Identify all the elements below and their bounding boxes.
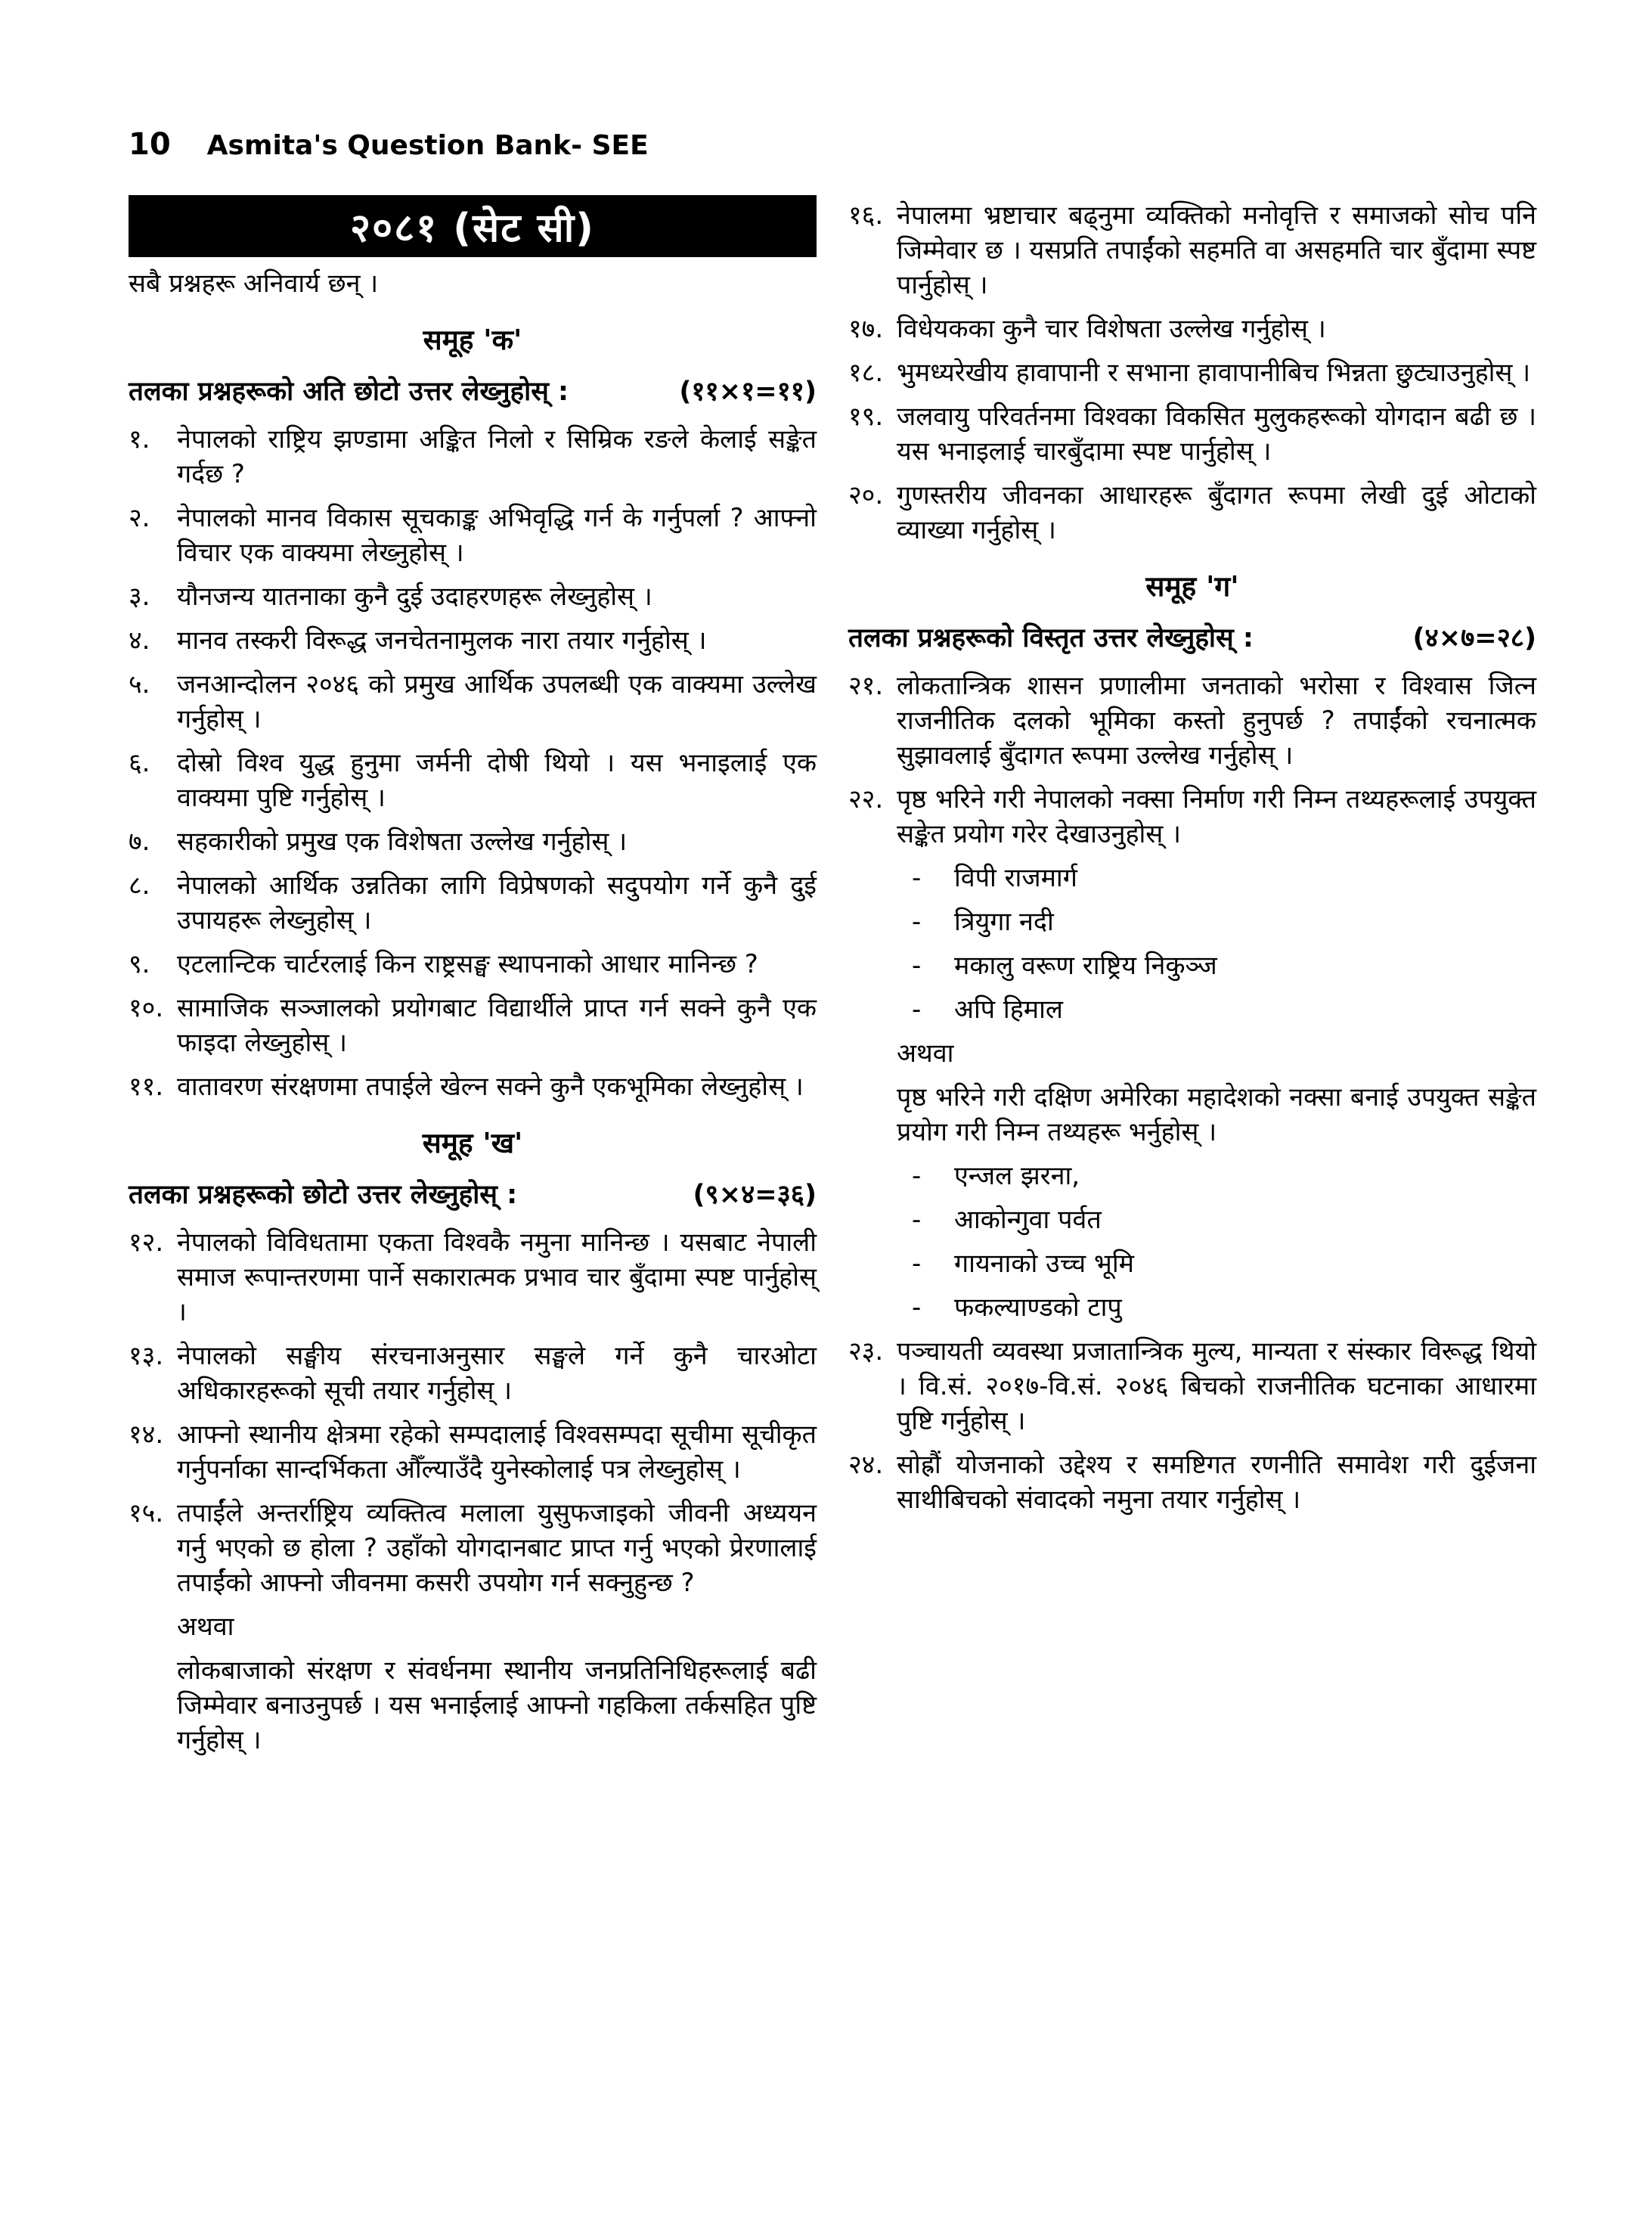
question-3 — [129, 579, 817, 614]
question-22-number: २२. — [848, 784, 884, 814]
question-22-or-item-4 — [912, 1290, 1536, 1325]
group-a-title: समूह 'क' — [423, 324, 522, 356]
exam-set-banner — [129, 195, 817, 257]
group-b-instruction-text: तलका प्रश्नहरूको छोटो उत्तर लेख्नुहोस् : — [129, 1180, 518, 1210]
question-10-text: सामाजिक सञ्जालको प्रयोगबाट विद्यार्थीले प्राप्त गर्न सक्ने कुनै एक फाइदा लेख्नुहोस् । — [177, 993, 817, 1058]
question-22-or-item-1-text: एन्जल झरना, — [954, 1161, 1080, 1191]
question-21-number: २१. — [848, 671, 884, 701]
question-22-or-item-1 — [912, 1159, 1536, 1193]
group-c-instruction-text: तलका प्रश्नहरूको विस्तृत उत्तर लेख्नुहोस् : — [848, 623, 1254, 653]
question-17-number: १७. — [848, 314, 884, 344]
question-18-text: भुमध्यरेखीय हावापानी र सभाना हावापानीबिच भिन्नता छुट्याउनुहोस् । — [897, 358, 1531, 388]
question-9-text: एटलान्टिक चार्टरलाई किन राष्ट्रसङ्घ स्थापनाको आधार मानिन्छ ? — [177, 949, 758, 979]
question-6 — [129, 746, 817, 815]
question-11-text: वातावरण संरक्षणमा तपाईले खेल्न सक्ने कुनै एकभूमिका लेख्नुहोस् । — [177, 1072, 804, 1102]
question-22-item-4-text: अपि हिमाल — [954, 994, 1063, 1025]
question-22-item-1 — [912, 861, 1536, 895]
dash-bullet: - — [912, 951, 922, 981]
question-13 — [129, 1339, 817, 1408]
question-1-text: नेपालको राष्ट्रिय झण्डामा अङ्कित निलो र सिम्रिक रङले केलाई सङ्केत गर्दछ ? — [177, 424, 817, 489]
question-18 — [848, 355, 1536, 390]
book-title: Asmita's Question Bank- SEE — [206, 130, 649, 161]
question-19-text: जलवायु परिवर्तनमा विश्वका विकसित मुलुकहरूको योगदान बढी छ । यस भनाइलाई चारबुँदामा स्पष्ट पार्नुहोस् । — [897, 402, 1536, 467]
question-22-item-3 — [912, 948, 1536, 983]
question-15-or-text: लोकबाजाको संरक्षण र संवर्धनमा स्थानीय जनप्रतिनिधिहरूलाई बढी जिम्मेवार बनाउनुपर्छ । यस भनाईलाई आफ्नो गहकिला तर्कसहित पुष्टि गर्नुहोस् । — [177, 1655, 817, 1755]
question-24 — [848, 1447, 1536, 1517]
question-20 — [848, 478, 1536, 548]
question-24-text: सोह्रौं योजनाको उद्देश्य र समष्टिगत रणनीति समावेश गरी दुईजना साथीबिचको संवादको नमुना तयार गर्नुहोस् । — [897, 1450, 1536, 1515]
dash-bullet: - — [912, 1205, 922, 1235]
group-b-instruction — [129, 1176, 817, 1212]
question-24-number: २४. — [848, 1450, 884, 1480]
question-19 — [848, 399, 1536, 469]
question-22-or-item-2 — [912, 1202, 1536, 1237]
question-1 — [129, 422, 817, 492]
question-14-number: १४. — [129, 1420, 164, 1450]
dash-bullet: - — [912, 907, 922, 937]
question-16-number: १६. — [848, 200, 884, 231]
dash-bullet: - — [912, 1249, 922, 1279]
question-2-text: नेपालको मानव विकास सूचकाङ्क अभिवृद्धि गर्न के गर्नुपर्ला ? आफ्नो विचार एक वाक्यमा लेख्नुहोस् । — [177, 503, 817, 568]
question-10 — [129, 991, 817, 1060]
question-15-number: १५. — [129, 1498, 164, 1528]
question-8 — [129, 868, 817, 938]
dash-bullet: - — [912, 994, 922, 1025]
group-a-instruction — [129, 373, 817, 408]
question-7 — [129, 824, 817, 859]
page-content — [129, 127, 1536, 1767]
question-23-number: २३. — [848, 1336, 884, 1367]
question-17-text: विधेयकका कुनै चार विशेषता उल्लेख गर्नुहोस् । — [897, 314, 1326, 344]
question-7-text: सहकारीको प्रमुख एक विशेषता उल्लेख गर्नुहोस् । — [177, 827, 628, 857]
question-15 — [129, 1496, 817, 1600]
question-22-item-1-text: विपी राजमार्ग — [954, 863, 1077, 893]
question-4 — [129, 623, 817, 658]
group-c-instruction — [848, 619, 1536, 655]
compulsory-note: सबै प्रश्नहरू अनिवार्य छन् । — [129, 268, 379, 299]
question-9 — [129, 947, 817, 982]
question-8-text: नेपालको आर्थिक उन्नतिका लागि विप्रेषणको सदुपयोग गर्ने कुनै दुई उपायहरू लेख्नुहोस् । — [177, 870, 817, 935]
question-21 — [848, 669, 1536, 773]
page-header — [129, 127, 817, 162]
question-22-or-item-3-text: गायनाको उच्च भूमि — [954, 1249, 1134, 1279]
question-2 — [129, 501, 817, 570]
group-a-marks: (११×१=११) — [679, 377, 817, 407]
question-1-number: १. — [129, 424, 150, 455]
question-12 — [129, 1225, 817, 1330]
question-14 — [129, 1417, 817, 1487]
question-15-text: तपाईंले अन्तर्राष्ट्रिय व्यक्तित्व मलाला युसुफजाइको जीवनी अध्ययन गर्नु भएको छ होला ? उहाँको योगदानबाट प्राप्त गर्नु भएको प्रेरणालाई तपाईंको आफ्नो जीवनमा कसरी उपयोग गर्न सक्नुहुन्छ ? — [177, 1498, 817, 1598]
dash-bullet: - — [912, 1292, 922, 1323]
question-5 — [129, 667, 817, 737]
question-9-number: ९. — [129, 949, 150, 979]
question-22-or-item-4-text: फकल्याण्डको टापु — [954, 1292, 1122, 1323]
dash-bullet: - — [912, 863, 922, 893]
left-column — [129, 127, 817, 1767]
question-13-text: नेपालको सङ्घीय संरचनाअनुसार सङ्घले गर्ने कुनै चारओटा अधिकारहरूको सूची तयार गर्नुहोस् । — [177, 1341, 817, 1406]
group-b-title: समूह 'ख' — [422, 1127, 523, 1159]
question-6-text: दोस्रो विश्व युद्ध हुनुमा जर्मनी दोषी थियो । यस भनाइलाई एक वाक्यमा पुष्टि गर्नुहोस् । — [177, 748, 817, 813]
question-11-number: ११. — [129, 1072, 164, 1102]
right-column — [848, 127, 1536, 1767]
question-4-text: मानव तस्करी विरूद्ध जनचेतनामुलक नारा तयार गर्नुहोस् । — [177, 625, 707, 656]
question-22-or-label: अथवा — [897, 1038, 954, 1069]
question-19-number: १९. — [848, 402, 884, 432]
question-22-or-item-2-text: आकोन्गुवा पर्वत — [954, 1205, 1102, 1235]
question-17 — [848, 312, 1536, 346]
question-15-or-label: अथवा — [177, 1612, 234, 1642]
question-22-text: पृष्ठ भरिने गरी नेपालको नक्सा निर्माण गरी निम्न तथ्यहरूलाई उपयुक्त सङ्केत प्रयोग गरेर देखाउनुहोस् । — [897, 784, 1536, 849]
question-12-text: नेपालको विविधतामा एकता विश्वकै नमुना मानिन्छ । यसबाट नेपाली समाज रूपान्तरणमा पार्ने सकारात्मक प्रभाव चार बुँदामा स्पष्ट पार्नुहोस् । — [177, 1227, 817, 1327]
question-5-number: ५. — [129, 669, 150, 700]
question-20-number: २०. — [848, 480, 884, 510]
question-16-text: नेपालमा भ्रष्टाचार बढ्नुमा व्यक्तिको मनोवृत्ति र समाजको सोच पनि जिम्मेवार छ । यसप्रति तपाईंको सहमति वा असहमति चार बुँदामा स्पष्ट पार्नुहोस् । — [897, 200, 1536, 300]
question-22-item-2 — [912, 904, 1536, 939]
question-4-number: ४. — [129, 625, 150, 656]
question-5-text: जनआन्दोलन २०४६ को प्रमुख आर्थिक उपलब्धी एक वाक्यमा उल्लेख गर्नुहोस् । — [177, 669, 817, 734]
question-8-number: ८. — [129, 870, 150, 901]
question-12-number: १२. — [129, 1227, 164, 1258]
question-3-text: यौनजन्य यातनाका कुनै दुई उदाहरणहरू लेख्नुहोस् । — [177, 582, 652, 612]
question-22-item-4 — [912, 992, 1536, 1027]
dash-bullet: - — [912, 1161, 922, 1191]
page-number: 10 — [129, 127, 171, 162]
group-c-title: समूह 'ग' — [1145, 570, 1239, 603]
group-b-marks: (९×४=३६) — [693, 1180, 817, 1210]
question-20-text: गुणस्तरीय जीवनका आधारहरू बुँदागत रूपमा लेखी दुई ओटाको व्याख्या गर्नुहोस् । — [897, 480, 1536, 545]
question-22 — [848, 782, 1536, 852]
question-14-text: आफ्नो स्थानीय क्षेत्रमा रहेको सम्पदालाई विश्वसम्पदा सूचीमा सूचीकृत गर्नुपर्नाका सान्दर्भिकता औँल्याउँदै युनेस्कोलाई पत्र लेख्नुहोस् । — [177, 1420, 817, 1485]
question-22-item-3-text: मकालु वरूण राष्ट्रिय निकुञ्ज — [954, 951, 1217, 981]
question-6-number: ६. — [129, 748, 150, 778]
question-7-number: ७. — [129, 827, 150, 857]
question-2-number: २. — [129, 503, 150, 533]
group-c-marks: (४×७=२८) — [1412, 623, 1536, 653]
question-3-number: ३. — [129, 582, 150, 612]
group-a-instruction-text: तलका प्रश्नहरूको अति छोटो उत्तर लेख्नुहोस् : — [129, 377, 569, 407]
question-23-text: पञ्चायती व्यवस्था प्रजातान्त्रिक मुल्य, मान्यता र संस्कार विरूद्ध थियो । वि.सं. २०१७-वि.सं. २०४६ बिचको राजनीतिक घटनाका आधारमा पुष्टि गर्नुहोस् । — [897, 1336, 1536, 1436]
question-22-or-item-3 — [912, 1246, 1536, 1281]
question-23 — [848, 1334, 1536, 1438]
question-16 — [848, 198, 1536, 303]
question-22-item-2-text: त्रियुगा नदी — [954, 907, 1054, 937]
question-11 — [129, 1069, 817, 1104]
question-10-number: १०. — [129, 993, 164, 1023]
question-22-or-text: पृष्ठ भरिने गरी दक्षिण अमेरिका महादेशको नक्सा बनाई उपयुक्त सङ्केत प्रयोग गरी निम्न तथ्यहरू भर्नुहोस् । — [897, 1082, 1536, 1147]
question-21-text: लोकतान्त्रिक शासन प्रणालीमा जनताको भरोसा र विश्वास जित्न राजनीतिक दलको भूमिका कस्तो हुनुपर्छ ? तपाईंको रचनात्मक सुझावलाई बुँदागत रूपमा उल्लेख गर्नुहोस् । — [897, 671, 1536, 771]
question-13-number: १३. — [129, 1341, 164, 1371]
question-18-number: १८. — [848, 358, 884, 388]
exam-set-title: २०८१ (सेट सी) — [350, 205, 595, 251]
